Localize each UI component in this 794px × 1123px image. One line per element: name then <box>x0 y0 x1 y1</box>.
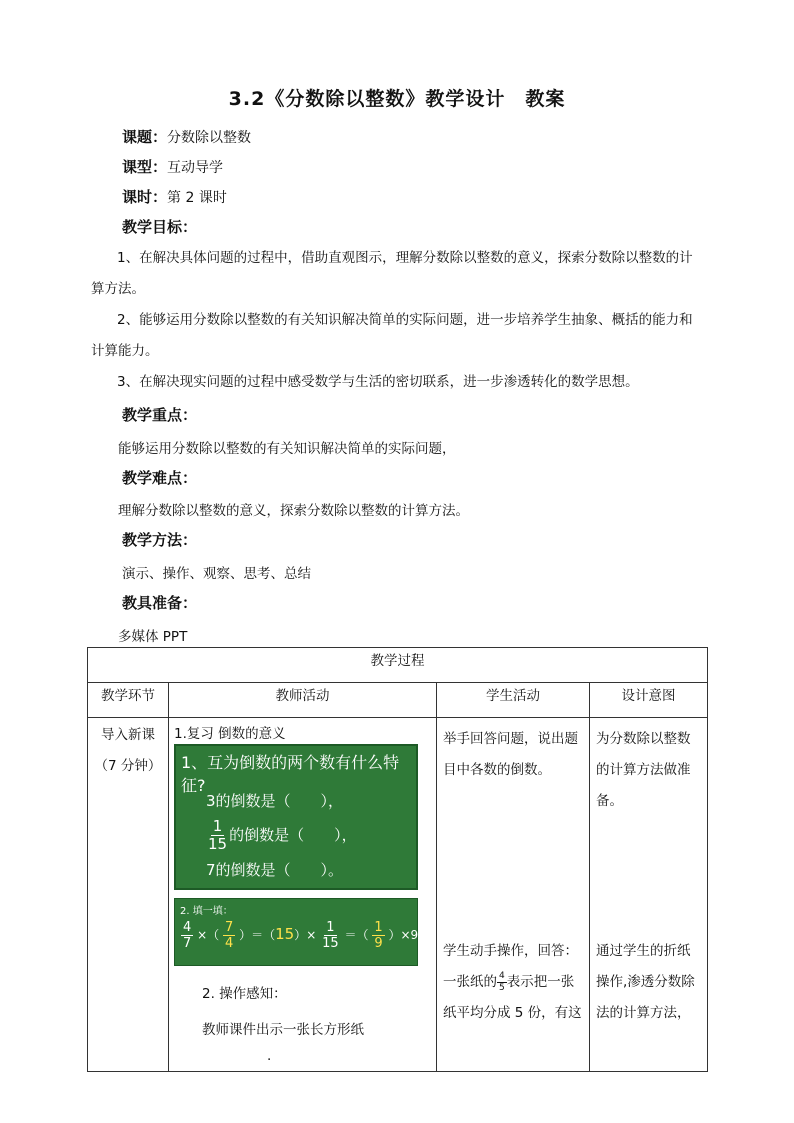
fraction: $\frac{1}{15}$ <box>322 920 339 951</box>
board-line-2: $\frac{1}{15}$ 的倒数是（ ）， <box>208 817 357 853</box>
student-activity-2a: 学生动手操作，回答： <box>443 943 578 959</box>
operation-description: 教师课件出示一张长方形纸 <box>202 1022 364 1038</box>
fraction: $\frac{7}{4}$ <box>225 920 234 951</box>
blackboard-fill-in <box>174 898 436 966</box>
board-line-3: 7的倒数是（ ）。 <box>206 861 344 879</box>
blackboard-reciprocal <box>174 744 418 890</box>
difficulties-text: 理解分数除以整数的意义，探索分数除以整数的计算方法。 <box>118 503 469 519</box>
type-row <box>122 156 223 177</box>
intent-1: 为分数除以整数的计算方法做准备。 <box>596 731 691 809</box>
fraction: $\frac{4}{5}$ <box>499 970 505 993</box>
board-line-1: 3的倒数是（ ）， <box>206 792 344 810</box>
type-value: 互动导学 <box>167 160 224 176</box>
stray-dot: . <box>267 1048 272 1064</box>
header-student: 学生活动 <box>437 683 590 718</box>
methods-heading: 教学方法： <box>122 531 198 549</box>
table-caption-row <box>88 648 708 683</box>
phase-cell <box>88 718 169 1072</box>
topic-value: 分数除以整数 <box>167 130 252 146</box>
period-row <box>122 186 227 207</box>
review-title: 1.复习 倒数的意义 <box>174 726 286 742</box>
difficulties-heading: 教学难点： <box>122 469 198 487</box>
topic-row <box>122 126 251 147</box>
intent-2: 通过学生的折纸操作,渗透分数除法的计算方法， <box>596 943 695 1021</box>
fraction: $\frac{1}{9}$ <box>374 920 383 951</box>
methods-text: 演示、操作、观察、思考、总结 <box>122 566 311 582</box>
goal-item-1: 1、在解决具体问题的过程中，借助直观图示，理解分数除以整数的意义，探索分数除以整数的计算方法。 <box>91 250 693 297</box>
materials-text: 多媒体 PPT <box>118 629 188 645</box>
period-value: 第 2 课时 <box>167 190 227 206</box>
table-caption: 教学过程 <box>88 648 708 683</box>
board-question: 1、互为倒数的两个数有什么特征? <box>181 753 400 795</box>
page-title: 3.2《分数除以整数》教学设计 教案 <box>228 88 566 110</box>
board2-equation: $\frac{4}{7}$ ×（ $\frac{7}{4}$ ）＝（15）× $\frac{1}{15}$ ＝（ $\frac{1}{9}$ ）×9=1 <box>183 920 436 951</box>
period-label: 课时： <box>122 188 168 206</box>
table-header-row <box>88 683 708 718</box>
teacher-activity-cell <box>169 718 437 1072</box>
key-points-heading: 教学重点： <box>122 406 198 424</box>
header-phase: 教学环节 <box>88 683 169 718</box>
header-teacher: 教师活动 <box>169 683 437 718</box>
header-intent: 设计意图 <box>590 683 708 718</box>
operation-title: 2. 操作感知： <box>202 986 287 1002</box>
goals-heading: 教学目标： <box>122 218 198 236</box>
student-activity-2b: 一张纸的 $\frac{4}{5}$ 表示把一张纸平均分成 5 份，有这 <box>443 970 582 1021</box>
teaching-process-table <box>87 647 708 1072</box>
design-intent-cell <box>590 718 708 1072</box>
phase-duration: （7 分钟） <box>94 758 162 774</box>
student-activity-1: 举手回答问题，说出题目中各数的倒数。 <box>443 731 578 778</box>
materials-heading: 教具准备： <box>122 594 198 612</box>
goal-item-3: 3、在解决现实问题的过程中感受数学与生活的密切联系，进一步渗透转化的数学思想。 <box>117 374 639 390</box>
phase-name: 导入新课 <box>101 727 155 743</box>
type-label: 课型： <box>122 158 168 176</box>
table-row <box>88 718 708 1072</box>
fraction: $\frac{1}{15}$ <box>208 817 228 853</box>
key-points-text: 能够运用分数除以整数的有关知识解决简单的实际问题， <box>118 441 456 457</box>
board2-title: 2. 填一填： <box>180 906 233 917</box>
topic-label: 课题： <box>122 128 168 146</box>
student-activity-cell <box>437 718 590 1072</box>
fraction: $\frac{4}{7}$ <box>183 920 192 951</box>
goal-item-2: 2、能够运用分数除以整数的有关知识解决简单的实际问题，进一步培养学生抽象、概括的能力和计算能力。 <box>91 312 693 359</box>
